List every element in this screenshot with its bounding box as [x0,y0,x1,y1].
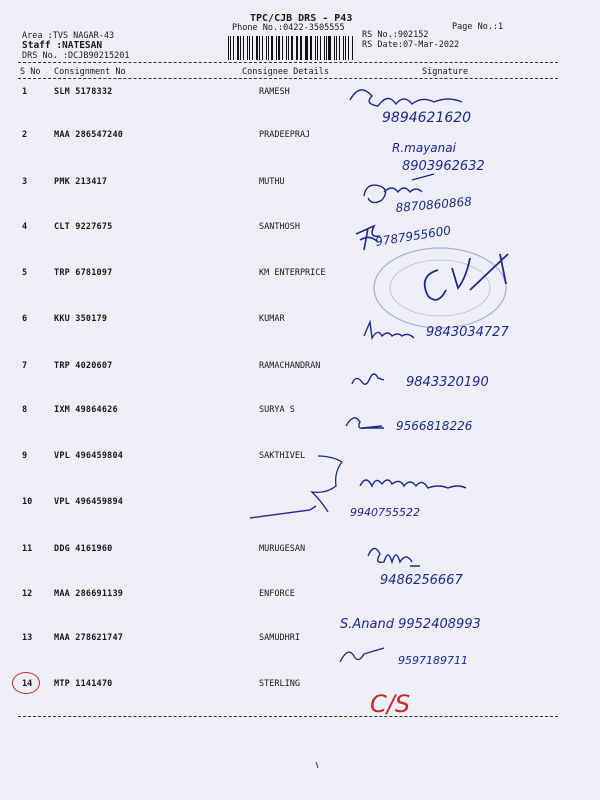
barcode-bar [276,36,277,60]
table-row [0,451,600,497]
drs-number: DRS No. :DCJB90215201 [22,51,130,61]
row-consignee: KUMAR [259,314,285,324]
area-label: Area :TVS NAGAR-43 [22,31,115,41]
barcode-bar [326,36,327,60]
row-consignment: IXM 49864626 [54,405,118,415]
table-row [0,361,600,407]
row-consignment: PMK 213417 [54,177,108,187]
row-consignee: MURUGESAN [259,544,306,554]
barcode-bar [296,36,297,60]
barcode-bar [228,36,229,60]
column-header-sno: S No [20,67,41,77]
barcode-bar [252,36,253,60]
row-sno: 1 [22,87,28,97]
row-consignee: ENFORCE [259,589,295,599]
handwritten-cs-14: C/S [370,690,411,718]
barcode-bar [328,36,330,60]
handwritten-phone-10: 9940755522 [350,506,420,519]
staff-label: Staff :NATESAN [22,40,103,51]
table-row [0,633,600,679]
table-row [0,87,600,133]
row-consignment: MAA 286547240 [54,130,124,140]
row-consignee: RAMACHANDRAN [259,361,321,371]
row-consignment: DDG 4161960 [54,544,113,554]
row-consignee: SAKTHIVEL [259,451,306,461]
handwritten-phone-7: 9843320190 [406,375,489,390]
table-row [0,679,600,725]
row-sno: 13 [22,633,33,643]
barcode-bar [310,36,312,60]
barcode-bar [230,36,231,60]
row-sno: 8 [22,405,28,415]
stray-mark [316,762,318,768]
table-row [0,177,600,223]
row-consignment: VPL 496459804 [54,451,124,461]
row-consignee: SAMUDHRI [259,633,300,643]
table-row [0,497,600,543]
barcode-bar [240,36,241,60]
row-consignee: SURYA S [259,405,295,415]
row-sno: 14 [22,679,33,689]
rs-date: RS Date:07-Mar-2022 [362,40,460,50]
rs-number: RS No.:902152 [362,30,429,40]
handwritten-phone-4: 9787955600 [374,223,452,249]
barcode-bar [249,36,250,60]
barcode-bar [259,36,260,60]
row-sno: 11 [22,544,33,554]
row-sno: 12 [22,589,33,599]
row-14-circle-mark [12,672,40,694]
column-header-consignee: Consignee Details [242,67,329,77]
barcode-bar [336,36,337,60]
handwritten-phone-8: 9566818226 [396,419,473,433]
barcode-bar [324,36,325,60]
table-row [0,589,600,635]
row-consignment: SLM 5178332 [54,87,113,97]
barcode-bar [233,36,234,60]
barcode-bar [288,36,289,60]
barcode-bar [339,36,340,60]
column-header-signature: Signature [422,67,469,77]
row-sno: 4 [22,222,28,232]
table-row [0,268,600,314]
column-header-consignment: Consignment No [54,67,126,77]
row-sno: 3 [22,177,28,187]
barcode-bar [315,36,316,60]
document-title: TPC/CJB DRS - P43 [250,13,353,24]
barcode-bar [320,36,321,60]
row-consignee: PRADEEPRAJ [259,130,311,140]
barcode-bar [300,36,301,60]
row-consignment: CLT 9227675 [54,222,113,232]
row-consignment: TRP 6781097 [54,268,113,278]
barcode-bar [286,36,287,60]
barcode-bar [243,36,244,60]
barcode-bar [282,36,283,60]
row-consignment: MAA 286691139 [54,589,124,599]
row-sno: 7 [22,361,28,371]
handwritten-phone-6: 9843034727 [426,325,509,340]
handwritten-phone-1: 9894621620 [382,110,472,126]
table-row [0,405,600,451]
row-consignment: VPL 496459894 [54,497,124,507]
barcode-bar [262,36,263,60]
barcode-bar [343,36,344,60]
barcode-bar [271,36,273,60]
barcode-bar [352,36,353,60]
footer-divider [18,716,558,717]
barcode-bar [256,36,258,60]
barcode-bar [348,36,349,60]
barcode [228,36,354,60]
row-sno: 9 [22,451,28,461]
phone-number: Phone No.:0422-3505555 [232,23,345,33]
barcode-bar [334,36,335,60]
barcode-bar [345,36,346,60]
barcode-bar [237,36,239,60]
barcode-bar [297,36,298,60]
barcode-bar [291,36,293,60]
row-consignee: SANTHOSH [259,222,300,232]
row-consignment: KKU 350179 [54,314,108,324]
row-consignee: KM ENTERPRICE [259,268,326,278]
row-sno: 6 [22,314,28,324]
barcode-bar [278,36,279,60]
barcode-bar [306,36,307,60]
table-row [0,544,600,590]
barcode-bar [266,36,267,60]
handwritten-phone-2: 8903962632 [402,159,485,174]
row-consignee: STERLING [259,679,300,689]
column-divider [18,78,558,79]
handwritten-sign-12: S.Anand 9952408993 [340,617,481,632]
page-number: Page No.:1 [452,22,504,32]
table-row [0,222,600,268]
row-sno: 5 [22,268,28,278]
table-row [0,130,600,176]
barcode-bar [247,36,248,60]
row-consignee: RAMESH [259,87,290,97]
table-row [0,314,600,360]
row-consignment: MAA 278621747 [54,633,124,643]
row-consignee: MUTHU [259,177,285,187]
row-consignment: TRP 4020607 [54,361,113,371]
barcode-bar [305,36,306,60]
row-sno: 10 [22,497,33,507]
barcode-bar [317,36,318,60]
barcode-bar [268,36,269,60]
row-sno: 2 [22,130,28,140]
handwritten-phone-13: 9597189711 [398,654,468,667]
handwritten-phone-11: 9486256667 [380,573,463,588]
handwritten-name-2: R.mayanai [392,141,456,155]
handwritten-phone-3: 8870860868 [395,194,473,215]
header-divider [18,62,558,63]
row-consignment: MTP 1141470 [54,679,113,689]
